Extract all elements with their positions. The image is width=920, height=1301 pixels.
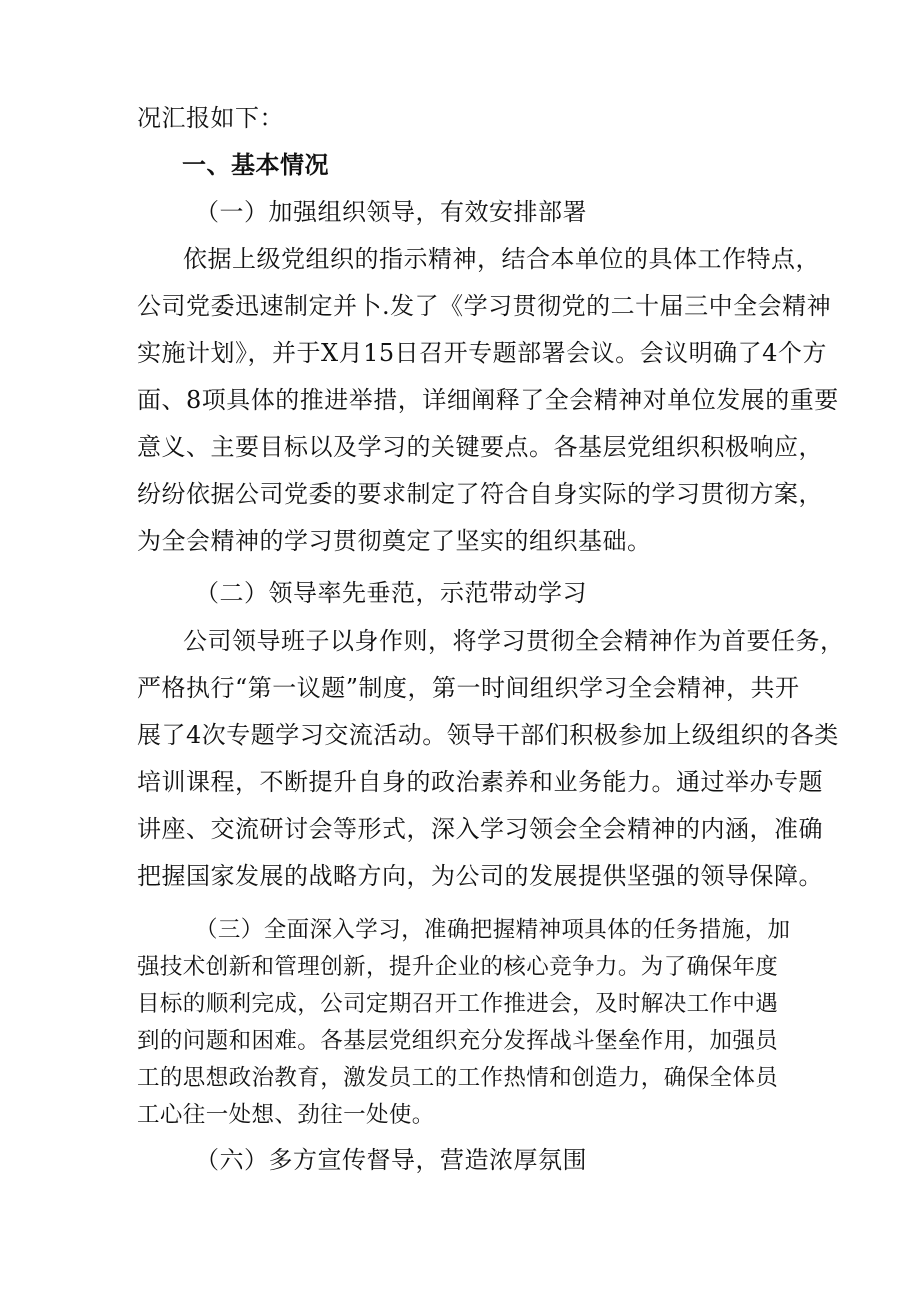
paragraph-line: 工心往一处想、劲往一处使。 [137,1102,435,1128]
paragraph-line: 公司领导班子以身作则，将学习贯彻全会精神作为首要任务， [183,627,845,655]
subsection-heading: （六）多方宣传督导，营造浓厚氛围 [195,1146,587,1174]
paragraph-line: 讲座、交流研讨会等形式，深入学习领会全会精神的内涵，准确 [137,815,823,843]
paragraph-line: 严格执行“第一议题”制度，第一时间组织学习全会精神，共开 [137,674,800,702]
paragraph-line: （三）全面深入学习，准确把握精神项具体的任务措施，加 [195,917,791,943]
paragraph-line: 培训课程，不断提升自身的政治素养和业务能力。通过举办专题 [137,768,823,796]
paragraph-line: 把握国家发展的战略方向，为公司的发展提供坚强的领导保障。 [137,862,823,890]
paragraph-line: 工的思想政治教育，激发员工的工作热情和创造力，确保全体员 [137,1065,779,1091]
paragraph-line: 依据上级党组织的指示精神，结合本单位的具体工作特点， [183,245,820,273]
paragraph-line: 目标的顺利完成，公司定期召开工作推进会，及时解决工作中遇 [137,991,779,1017]
paragraph-line: 实施计划》，并于X月15日召开专题部署会议。会议明确了4个方 [137,339,827,367]
subsection-heading: （一）加强组织领导，有效安排部署 [195,198,587,226]
section-heading: 一、基本情况 [182,151,329,179]
paragraph-line: 为全会精神的学习贯彻奠定了坚实的组织基础。 [137,527,652,555]
subsection-heading: （二）领导率先垂范，示范带动学习 [195,579,587,607]
paragraph-line: 到的问题和困难。各基层党组织充分发挥战斗堡垒作用，加强员 [137,1028,779,1054]
paragraph-line: 面、8项具体的推进举措，详细阐释了全会精神对单位发展的重要 [137,386,839,414]
paragraph-line: 公司党委迅速制定并卜.发了《学习贯彻党的二十届三中全会精神 [137,292,832,320]
paragraph-line: 强技术创新和管理创新，提升企业的核心竞争力。为了确保年度 [137,954,779,980]
paragraph-line: 意义、主要目标以及学习的关键要点。各基层党组织积极响应， [137,433,823,461]
text-line: 况汇报如下： [137,104,284,132]
paragraph-line: 展了4次专题学习交流活动。领导干部们积极参加上级组织的各类 [137,721,839,749]
paragraph-line: 纷纷依据公司党委的要求制定了符合自身实际的学习贯彻方案， [137,480,823,508]
